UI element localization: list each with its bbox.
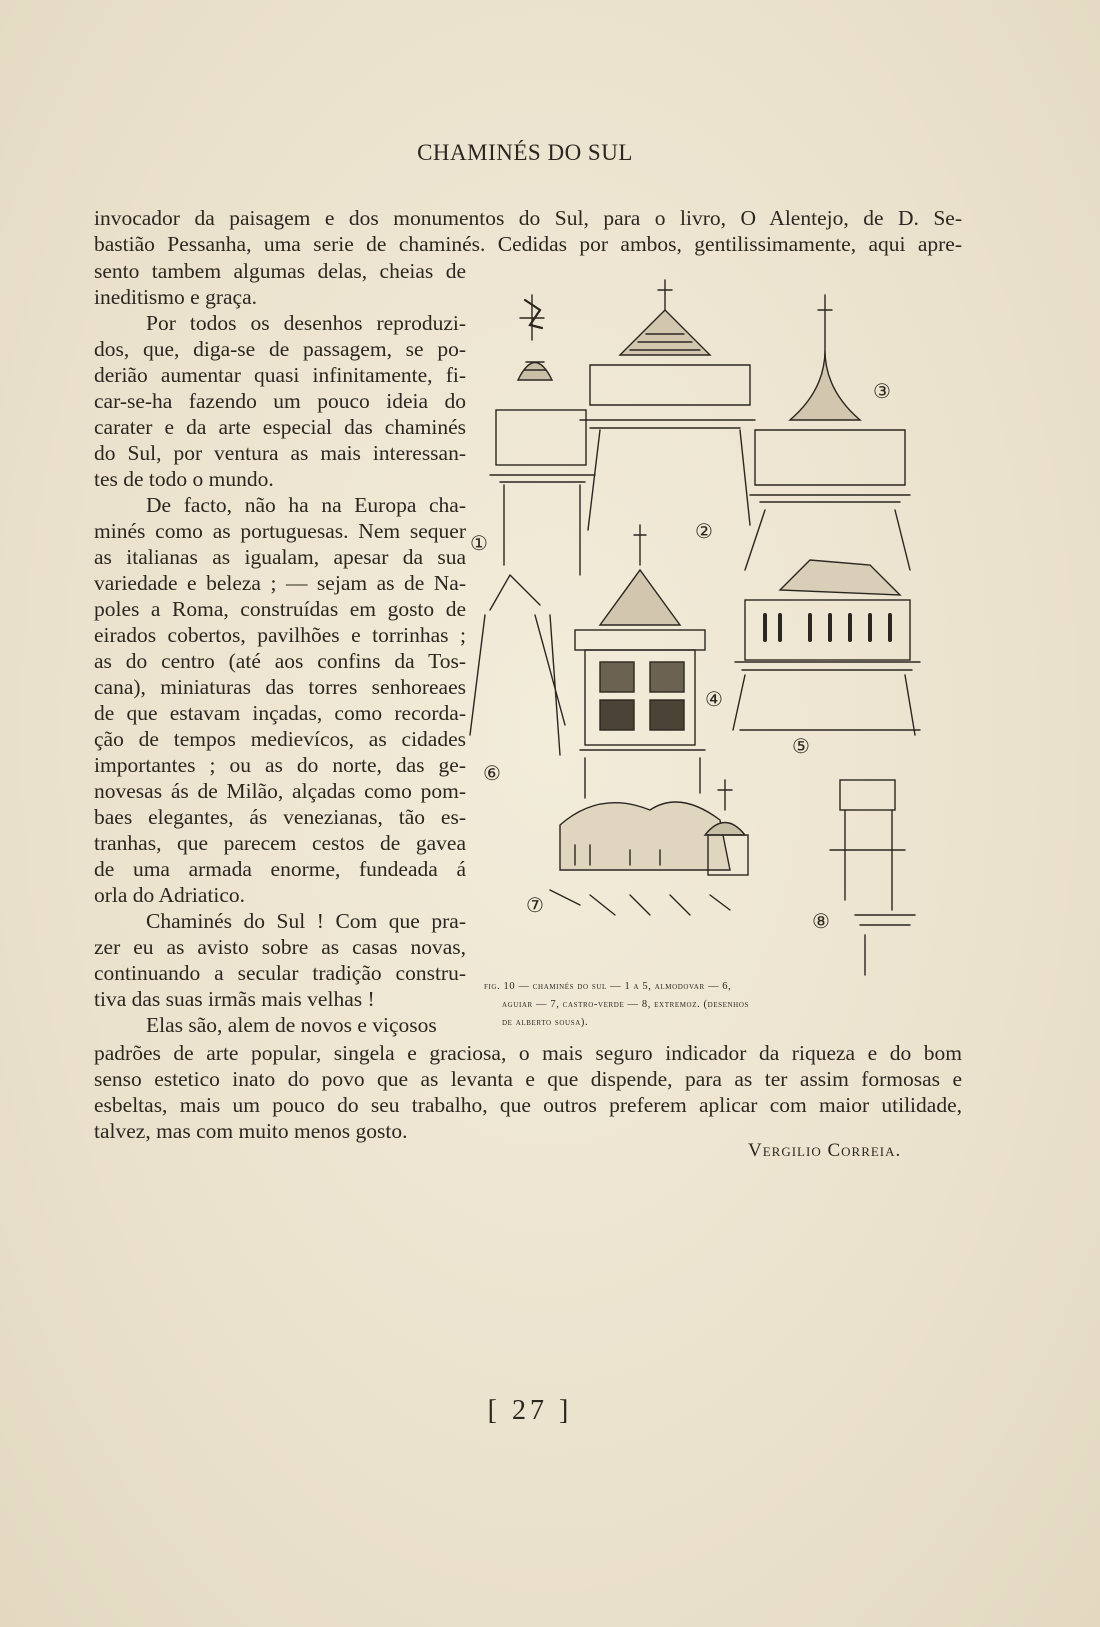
- text-line-full-1: invocador da paisagem e dos monumentos do Sul, para o livro, O Alentejo, de D. Se-: [94, 206, 962, 230]
- column-line: De facto, não ha na Europa cha-: [146, 493, 466, 517]
- figure-label-6: ⑥: [483, 761, 501, 785]
- column-line: poles a Roma, construídas em gosto de: [94, 597, 466, 621]
- figure-label-5: ⑤: [792, 734, 810, 758]
- column-line: sento tambem algumas delas, cheias de: [94, 259, 466, 283]
- column-line: Chaminés do Sul ! Com que pra-: [146, 909, 466, 933]
- column-line: dos, que, diga-se de passagem, se po-: [94, 337, 466, 361]
- column-line: tranhas, que parecem cestos de gavea: [94, 831, 466, 855]
- running-title: CHAMINÉS DO SUL: [417, 140, 633, 165]
- author-signature: Vergilio Correia.: [748, 1140, 902, 1161]
- text-line-full-6: talvez, mas com muito menos gosto.: [94, 1119, 408, 1143]
- figure-label-1: ①: [470, 531, 488, 555]
- figure-caption: [484, 978, 844, 1032]
- text-column: [94, 258, 466, 1038]
- column-line: minés como as portuguesas. Nem sequer: [94, 519, 466, 543]
- column-line: eirados cobertos, pavilhões e torrinhas ;: [94, 623, 466, 647]
- text-line-full-3: padrões de arte popular, singela e graciosa, o mais seguro indicador da riqueza e do bom: [94, 1041, 962, 1065]
- column-line: as do centro (até aos confins da Tos-: [94, 649, 466, 673]
- chimney-3-drawing: [745, 295, 910, 570]
- column-line: Por todos os desenhos reproduzi-: [146, 311, 466, 335]
- chimney-1-drawing: [490, 295, 595, 575]
- column-line: continuando a secular tradição constru-: [94, 961, 466, 985]
- column-line: importantes ; ou as do norte, das ge-: [94, 753, 466, 777]
- figure-label-3: ③: [873, 379, 891, 403]
- chimney-4-drawing: [575, 525, 705, 798]
- column-line: Elas são, alem de novos e viçosos: [146, 1013, 437, 1037]
- column-line: baes elegantes, ás venezianas, tão es-: [94, 805, 466, 829]
- text-line-full-4: senso estetico inato do povo que as levanta e que dispende, para as ter assim formosas e: [94, 1067, 962, 1091]
- caption-line-1: fig. 10 — chaminés do sul — 1 a 5, almodovar — 6,: [484, 981, 732, 992]
- figure-label-2: ②: [695, 519, 713, 543]
- column-line: orla do Adriatico.: [94, 883, 246, 907]
- chimney-2-drawing: [580, 280, 755, 530]
- text-line-full-2: bastião Pessanha, uma serie de chaminés. Cedidas por ambos, gentilissimamente, aqui apre-: [94, 232, 962, 256]
- caption-line-2: aguiar — 7, castro-verde — 8, extremoz. (desenhos: [502, 999, 749, 1010]
- column-line: tes de todo o mundo.: [94, 467, 274, 491]
- column-line: carater e da arte especial das chaminés: [94, 415, 466, 439]
- column-line: ção de tempos medievícos, as cidades: [94, 727, 466, 751]
- chimneys-illustration: [470, 270, 970, 990]
- figure-label-8: ⑧: [812, 909, 830, 933]
- column-line: novesas ás de Milão, alçadas como pom-: [94, 779, 466, 803]
- chimney-7-drawing: [550, 780, 748, 915]
- column-line: cana), miniaturas das torres senhoreaes: [94, 675, 466, 699]
- column-line: de que estavam inçadas, como recorda-: [94, 701, 466, 725]
- column-line: zer eu as avisto sobre as casas novas,: [94, 935, 466, 959]
- figure-label-7: ⑦: [526, 893, 544, 917]
- chimney-6-drawing: [470, 575, 565, 755]
- text-line-full-5: esbeltas, mais um pouco do seu trabalho, que outros preferem aplicar com maior utilidade,: [94, 1093, 962, 1117]
- column-line: ineditismo e graça.: [94, 285, 257, 309]
- chimney-5-drawing: [733, 560, 920, 735]
- column-line: do Sul, por ventura as mais interessan-: [94, 441, 466, 465]
- column-line: car-se-ha fazendo um pouco ideia do: [94, 389, 466, 413]
- column-line: as italianas as igualam, apesar da sua: [94, 545, 466, 569]
- column-line: de uma armada enorme, fundeada á: [94, 857, 466, 881]
- chimney-8-drawing: [830, 780, 915, 975]
- column-line: variedade e beleza ; — sejam as de Na-: [94, 571, 466, 595]
- page-number: [ 27 ]: [487, 1395, 573, 1426]
- caption-line-3: de alberto sousa).: [502, 1017, 589, 1028]
- column-line: tiva das suas irmãs mais velhas !: [94, 987, 375, 1011]
- figure-label-4: ④: [705, 687, 723, 711]
- column-line: derião aumentar quasi infinitamente, fi-: [94, 363, 466, 387]
